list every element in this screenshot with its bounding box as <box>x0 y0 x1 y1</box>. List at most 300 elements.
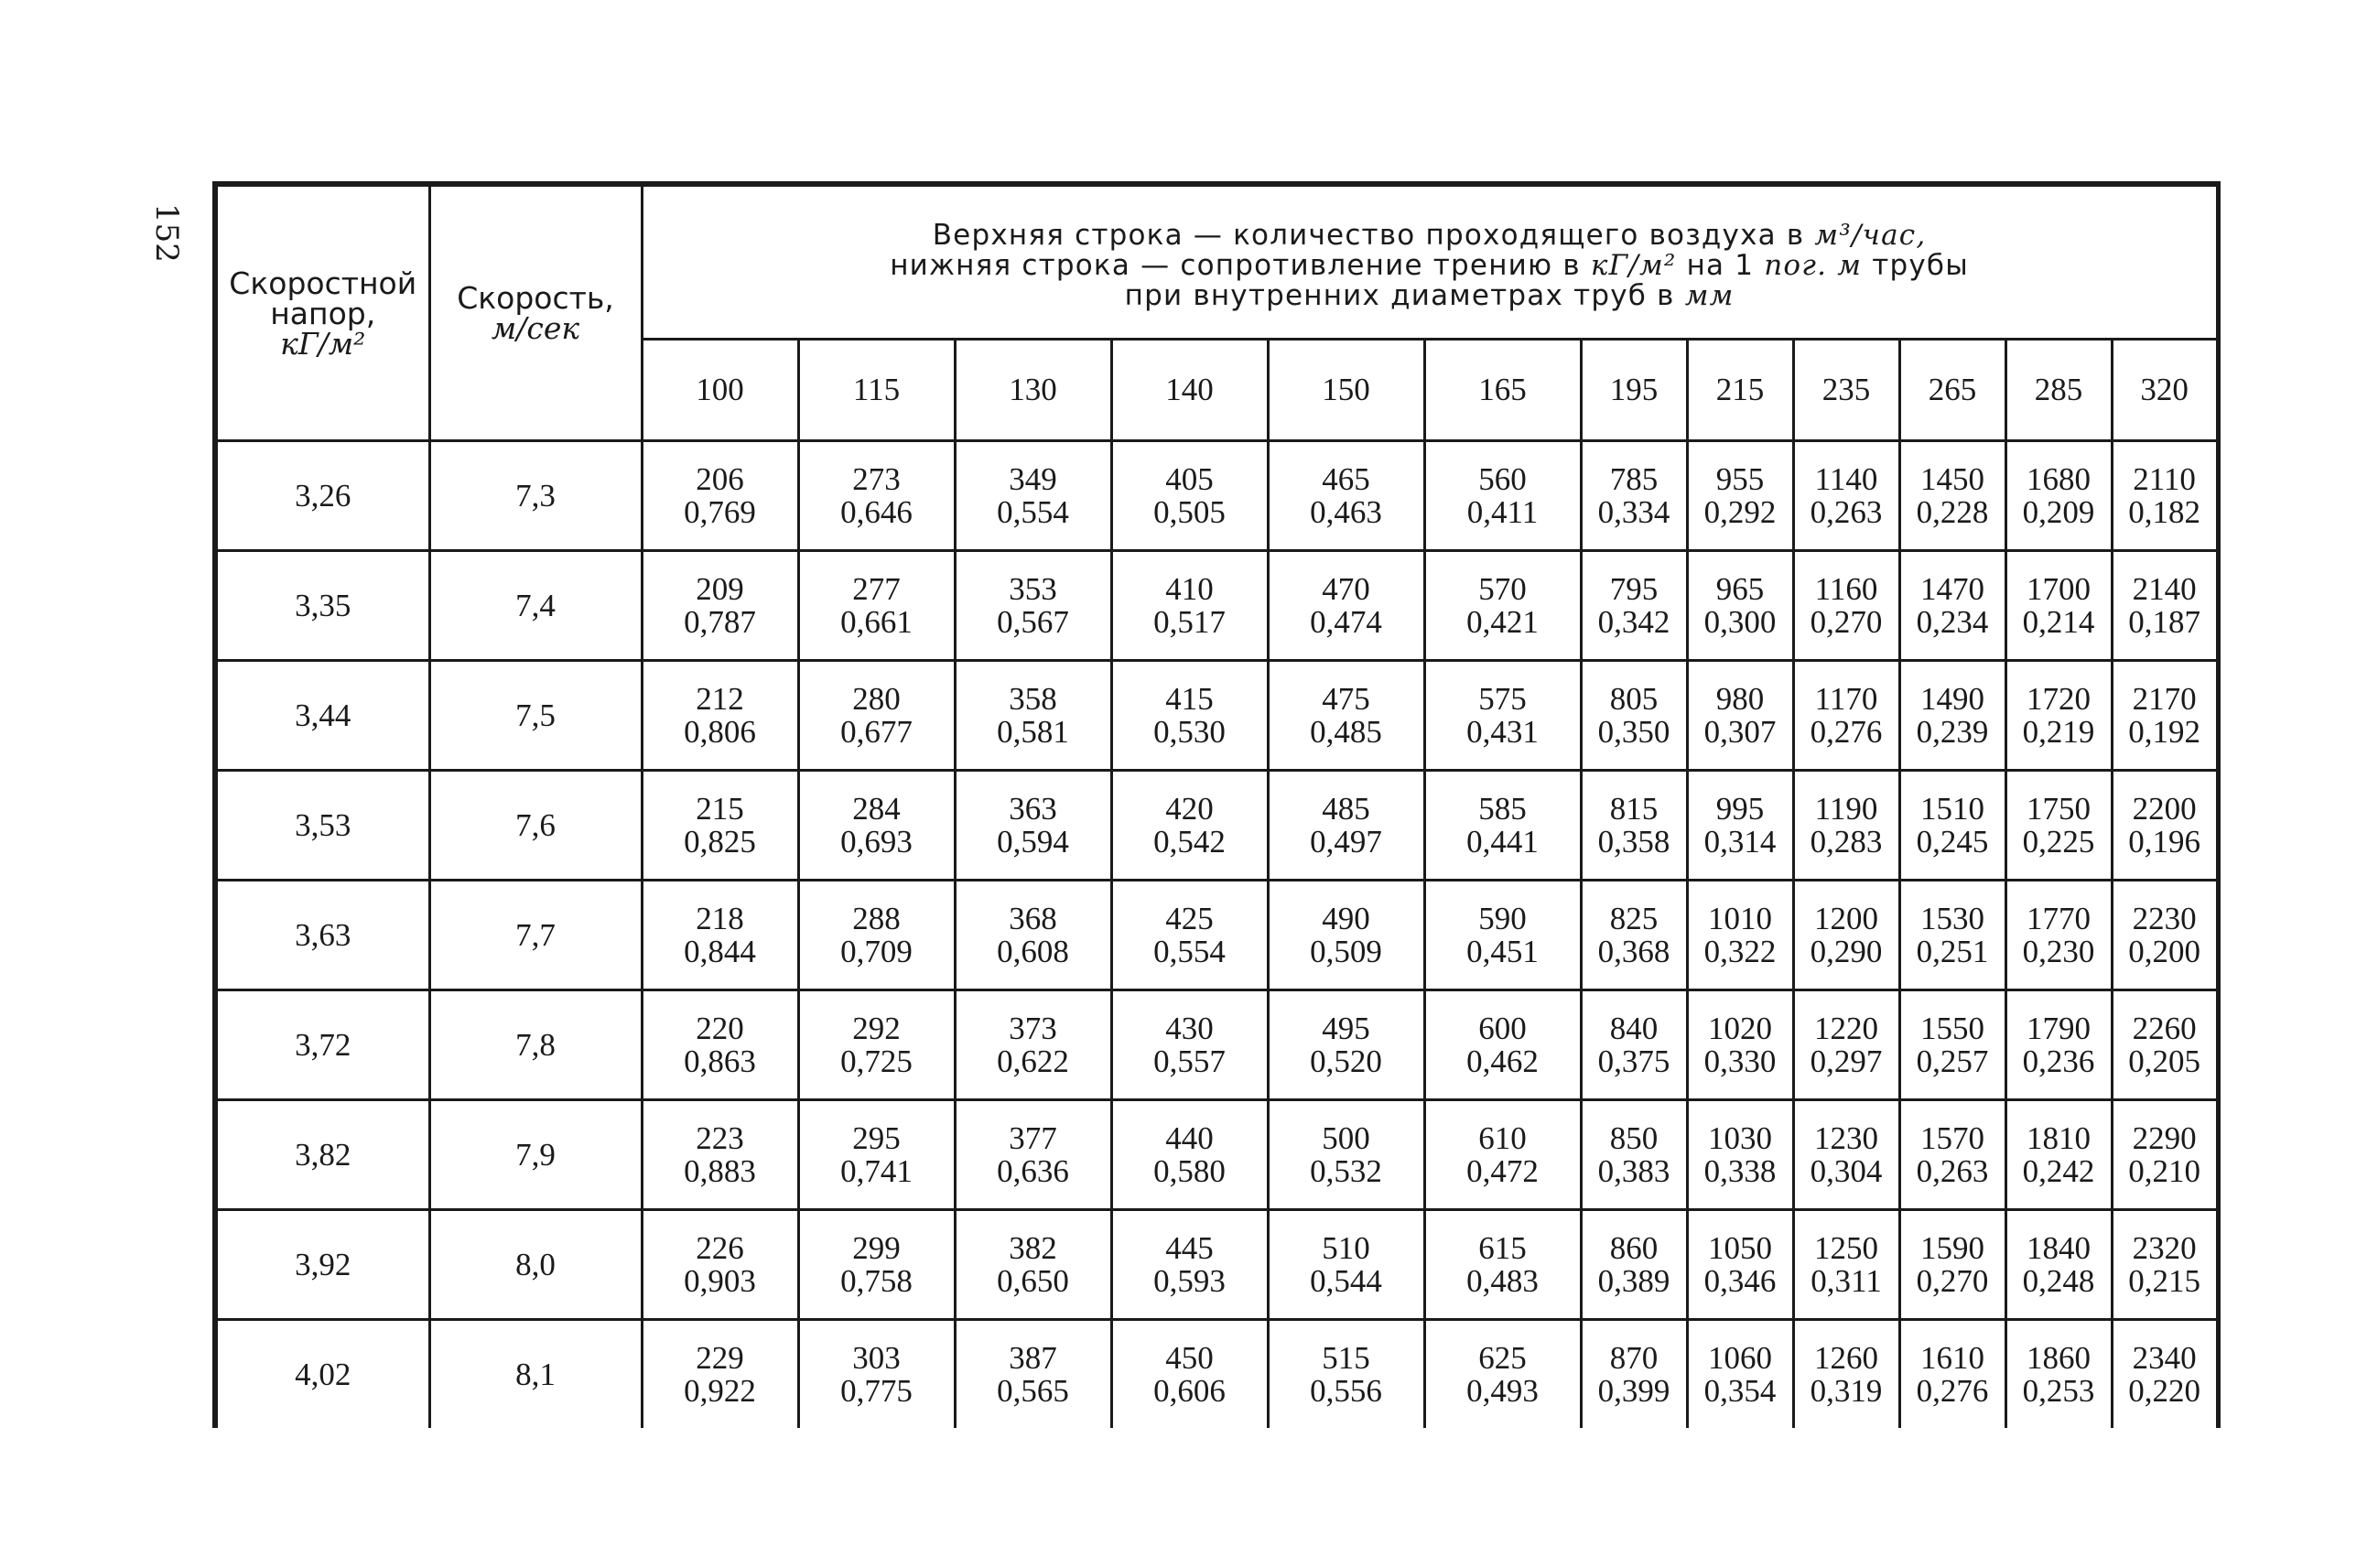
air-flow-value: 600 <box>1478 1010 1527 1046</box>
flow-cell <box>2005 1320 2112 1429</box>
flow-cell <box>955 1320 1111 1429</box>
air-flow-value: 560 <box>1478 460 1527 497</box>
friction-loss-value: 0,532 <box>1310 1152 1382 1189</box>
flow-cell <box>1268 441 1424 551</box>
diameter-header: 235 <box>1793 340 1899 441</box>
friction-loss-value: 0,594 <box>997 823 1069 860</box>
air-flow-value: 387 <box>1009 1339 1057 1376</box>
flow-cell <box>955 881 1111 990</box>
flow-cell <box>1793 881 1899 990</box>
flow-cell <box>1111 1320 1268 1429</box>
air-flow-value: 1590 <box>1920 1229 1984 1266</box>
air-flow-value: 1160 <box>1814 570 1878 607</box>
friction-loss-value: 0,263 <box>1916 1152 1989 1189</box>
friction-loss-value: 0,196 <box>2128 823 2200 860</box>
friction-loss-value: 0,215 <box>2128 1262 2200 1299</box>
flow-cell <box>1581 661 1687 771</box>
air-flow-value: 420 <box>1165 790 1214 827</box>
air-flow-value: 299 <box>852 1229 901 1266</box>
friction-loss-value: 0,187 <box>2128 603 2200 640</box>
flow-cell <box>798 881 955 990</box>
flow-cell <box>1793 551 1899 661</box>
flow-cell <box>798 771 955 881</box>
flow-cell <box>1268 661 1424 771</box>
header-line-1: Верхняя строка — количество проходящего воздуха в м³/час, <box>932 219 1927 252</box>
flow-cell <box>798 1100 955 1210</box>
friction-loss-value: 0,292 <box>1703 493 1777 530</box>
air-flow-value: 785 <box>1609 460 1659 497</box>
air-flow-value: 382 <box>1009 1229 1057 1266</box>
table-row <box>215 551 2218 661</box>
pressure-value: 3,72 <box>215 990 429 1100</box>
flow-cell <box>2005 441 2112 551</box>
friction-loss-value: 0,863 <box>684 1043 756 1079</box>
air-flow-value: 1010 <box>1708 900 1772 936</box>
friction-loss-value: 0,606 <box>1153 1372 1226 1409</box>
friction-loss-value: 0,741 <box>840 1152 913 1189</box>
flow-cell <box>1581 1210 1687 1320</box>
flow-cell <box>1899 990 2005 1100</box>
friction-loss-value: 0,248 <box>2022 1262 2095 1299</box>
air-flow-value: 1450 <box>1920 460 1984 497</box>
velocity-value: 7,4 <box>429 551 642 661</box>
air-flow-value: 1190 <box>1814 790 1878 827</box>
flow-cell <box>1793 441 1899 551</box>
friction-loss-value: 0,311 <box>1811 1262 1882 1299</box>
flow-cell <box>1687 881 1793 990</box>
flow-cell <box>1424 661 1581 771</box>
air-flow-value: 1030 <box>1708 1119 1772 1156</box>
flow-cell <box>1268 771 1424 881</box>
diameter-header: 150 <box>1268 340 1424 441</box>
friction-loss-value: 0,593 <box>1153 1262 1226 1299</box>
table-row <box>215 441 2218 551</box>
air-flow-value: 515 <box>1322 1339 1370 1376</box>
flow-cell <box>1111 1210 1268 1320</box>
friction-loss-value: 0,565 <box>997 1372 1069 1409</box>
friction-loss-value: 0,622 <box>997 1043 1069 1079</box>
flow-cell <box>2005 771 2112 881</box>
friction-loss-value: 0,270 <box>1916 1262 1989 1299</box>
friction-loss-value: 0,399 <box>1597 1372 1670 1409</box>
friction-loss-value: 0,358 <box>1597 823 1670 860</box>
flow-cell <box>1687 661 1793 771</box>
friction-loss-value: 0,581 <box>997 713 1069 750</box>
air-flow-value: 470 <box>1322 570 1370 607</box>
flow-cell <box>955 990 1111 1100</box>
friction-loss-value: 0,297 <box>1810 1043 1883 1079</box>
air-flow-value: 1020 <box>1708 1010 1772 1046</box>
flow-cell <box>1268 881 1424 990</box>
air-flow-value: 288 <box>852 900 901 936</box>
air-flow-value: 1140 <box>1814 460 1878 497</box>
flow-cell <box>1424 881 1581 990</box>
friction-loss-value: 0,245 <box>1916 823 1989 860</box>
friction-loss-value: 0,636 <box>997 1152 1069 1189</box>
flow-cell <box>642 771 798 881</box>
air-flow-value: 1700 <box>2027 570 2091 607</box>
friction-loss-value: 0,922 <box>684 1372 756 1409</box>
flow-cell <box>642 1210 798 1320</box>
flow-cell <box>1899 1100 2005 1210</box>
air-flow-value: 450 <box>1165 1339 1214 1376</box>
flow-cell <box>642 1100 798 1210</box>
air-flow-value: 430 <box>1165 1010 1214 1046</box>
friction-loss-value: 0,421 <box>1466 603 1539 640</box>
diameter-header: 140 <box>1111 340 1268 441</box>
header-line-3: при внутренних диаметрах труб в мм <box>1124 279 1735 312</box>
friction-loss-value: 0,322 <box>1703 933 1777 969</box>
flow-cell <box>1111 990 1268 1100</box>
friction-loss-value: 0,709 <box>840 933 913 969</box>
flow-cell <box>1581 771 1687 881</box>
header-pressure-line1: Скоростной <box>229 265 417 301</box>
flow-cell <box>1793 990 1899 1100</box>
friction-loss-value: 0,307 <box>1703 713 1777 750</box>
air-flow-value: 585 <box>1478 790 1527 827</box>
friction-loss-value: 0,520 <box>1310 1043 1382 1079</box>
flow-cell <box>1793 1100 1899 1210</box>
friction-loss-value: 0,903 <box>684 1262 756 1299</box>
air-flow-value: 353 <box>1009 570 1057 607</box>
friction-loss-value: 0,554 <box>1153 933 1226 969</box>
flow-cell <box>1899 441 2005 551</box>
table-row <box>215 990 2218 1100</box>
flow-cell <box>1581 990 1687 1100</box>
flow-cell <box>1687 990 1793 1100</box>
friction-loss-value: 0,677 <box>840 713 913 750</box>
flow-cell <box>1581 441 1687 551</box>
friction-loss-value: 0,338 <box>1703 1152 1777 1189</box>
air-flow-value: 1720 <box>2027 680 2091 717</box>
friction-loss-value: 0,517 <box>1153 603 1226 640</box>
friction-loss-value: 0,389 <box>1597 1262 1670 1299</box>
air-flow-value: 610 <box>1478 1119 1527 1156</box>
header-velocity-line1: Скорость, <box>457 280 614 316</box>
flow-cell <box>2112 1100 2218 1210</box>
flow-cell <box>955 1210 1111 1320</box>
air-flow-value: 280 <box>852 680 901 717</box>
air-flow-value: 1770 <box>2027 900 2091 936</box>
air-flow-value: 485 <box>1322 790 1370 827</box>
flow-cell <box>2112 881 2218 990</box>
friction-loss-value: 0,230 <box>2022 933 2095 969</box>
air-flow-value: 212 <box>696 680 744 717</box>
friction-loss-value: 0,375 <box>1597 1043 1670 1079</box>
friction-loss-value: 0,220 <box>2128 1372 2200 1409</box>
friction-loss-value: 0,242 <box>2022 1152 2095 1189</box>
flow-cell <box>2005 661 2112 771</box>
flow-cell <box>798 990 955 1100</box>
friction-loss-value: 0,263 <box>1810 493 1883 530</box>
friction-loss-value: 0,236 <box>2022 1043 2095 1079</box>
friction-loss-value: 0,661 <box>840 603 913 640</box>
flow-cell <box>1899 661 2005 771</box>
air-flow-value: 2340 <box>2132 1339 2197 1376</box>
air-flow-value: 590 <box>1478 900 1527 936</box>
air-flow-value: 870 <box>1609 1339 1659 1376</box>
air-flow-value: 363 <box>1009 790 1057 827</box>
air-flow-value: 475 <box>1322 680 1370 717</box>
air-flow-value: 277 <box>852 570 901 607</box>
air-flow-value: 229 <box>696 1339 744 1376</box>
air-flow-value: 1680 <box>2027 460 2091 497</box>
friction-loss-value: 0,844 <box>684 933 756 969</box>
flow-cell <box>1793 1320 1899 1429</box>
air-flow-value: 226 <box>696 1229 744 1266</box>
air-flow-value: 465 <box>1322 460 1370 497</box>
header-pressure-line2: напор, <box>270 295 376 331</box>
friction-loss-value: 0,485 <box>1310 713 1382 750</box>
flow-cell <box>1424 1100 1581 1210</box>
air-flow-value: 2110 <box>2133 460 2196 497</box>
friction-loss-value: 0,276 <box>1810 713 1883 750</box>
velocity-value: 7,5 <box>429 661 642 771</box>
air-flow-value: 1510 <box>1920 790 1984 827</box>
air-flow-value: 2140 <box>2132 570 2197 607</box>
friction-loss-value: 0,214 <box>2022 603 2095 640</box>
friction-loss-value: 0,228 <box>1916 493 1989 530</box>
header-line-2: нижняя строка — сопротивление трению в кГ/м² на 1 пог. м трубы <box>890 249 1969 282</box>
flow-cell <box>1111 661 1268 771</box>
pressure-value: 3,26 <box>215 441 429 551</box>
friction-loss-value: 0,368 <box>1597 933 1670 969</box>
header-pressure-unit: кГ/м² <box>280 325 366 362</box>
air-flow-value: 805 <box>1609 680 1659 717</box>
air-flow-value: 1790 <box>2027 1010 2091 1046</box>
friction-loss-value: 0,769 <box>684 493 756 530</box>
friction-loss-value: 0,806 <box>684 713 756 750</box>
table-row <box>215 1320 2218 1429</box>
diameter-header: 265 <box>1899 340 2005 441</box>
air-flow-value: 575 <box>1478 680 1527 717</box>
table-row <box>215 1100 2218 1210</box>
friction-loss-value: 0,530 <box>1153 713 1226 750</box>
friction-loss-value: 0,567 <box>997 603 1069 640</box>
flow-cell <box>642 1320 798 1429</box>
friction-loss-value: 0,608 <box>997 933 1069 969</box>
flow-cell <box>1111 1100 1268 1210</box>
diameter-header: 165 <box>1424 340 1581 441</box>
air-flow-value: 1550 <box>1920 1010 1984 1046</box>
friction-loss-value: 0,383 <box>1597 1152 1670 1189</box>
friction-loss-value: 0,209 <box>2022 493 2095 530</box>
flow-cell <box>1424 441 1581 551</box>
pressure-value: 3,63 <box>215 881 429 990</box>
friction-loss-value: 0,462 <box>1466 1043 1539 1079</box>
flow-cell <box>1424 1210 1581 1320</box>
flow-cell <box>642 551 798 661</box>
table-row <box>215 661 2218 771</box>
air-flow-value: 1610 <box>1920 1339 1984 1376</box>
flow-cell <box>955 661 1111 771</box>
velocity-value: 7,8 <box>429 990 642 1100</box>
air-flow-value: 349 <box>1009 460 1057 497</box>
air-flow-value: 209 <box>696 570 744 607</box>
air-flow-value: 1840 <box>2027 1229 2091 1266</box>
flow-cell <box>2112 990 2218 1100</box>
air-flow-value: 1200 <box>1814 900 1878 936</box>
air-flow-value: 1570 <box>1920 1119 1984 1156</box>
pressure-value: 4,02 <box>215 1320 429 1429</box>
air-flow-value: 1050 <box>1708 1229 1772 1266</box>
header-spanning-description <box>642 184 2218 340</box>
flow-cell <box>1899 551 2005 661</box>
friction-loss-value: 0,509 <box>1310 933 1382 969</box>
friction-loss-value: 0,334 <box>1597 493 1670 530</box>
air-flow-value: 2320 <box>2132 1229 2197 1266</box>
pressure-value: 3,35 <box>215 551 429 661</box>
velocity-value: 8,1 <box>429 1320 642 1429</box>
friction-loss-value: 0,257 <box>1916 1043 1989 1079</box>
flow-cell <box>955 771 1111 881</box>
velocity-value: 7,9 <box>429 1100 642 1210</box>
diameter-header: 320 <box>2112 340 2218 441</box>
diameter-header: 100 <box>642 340 798 441</box>
flow-cell <box>1581 1100 1687 1210</box>
friction-loss-value: 0,330 <box>1703 1043 1777 1079</box>
air-flow-value: 273 <box>852 460 901 497</box>
friction-loss-value: 0,314 <box>1703 823 1777 860</box>
air-flow-value: 815 <box>1609 790 1659 827</box>
flow-cell <box>1687 1210 1793 1320</box>
air-flow-value: 850 <box>1609 1119 1659 1156</box>
flow-cell <box>642 441 798 551</box>
friction-loss-value: 0,758 <box>840 1262 913 1299</box>
velocity-value: 7,7 <box>429 881 642 990</box>
air-flow-value: 373 <box>1009 1010 1057 1046</box>
flow-cell <box>1581 551 1687 661</box>
air-flow-value: 1230 <box>1814 1119 1878 1156</box>
friction-loss-value: 0,883 <box>684 1152 756 1189</box>
flow-cell <box>798 661 955 771</box>
air-flow-value: 284 <box>852 790 901 827</box>
flow-cell <box>1268 1210 1424 1320</box>
air-flow-value: 825 <box>1609 900 1659 936</box>
flow-cell <box>642 990 798 1100</box>
friction-loss-value: 0,431 <box>1466 713 1539 750</box>
friction-loss-value: 0,283 <box>1810 823 1883 860</box>
air-flow-value: 368 <box>1009 900 1057 936</box>
friction-loss-value: 0,650 <box>997 1262 1069 1299</box>
friction-loss-value: 0,411 <box>1466 493 1539 530</box>
friction-loss-value: 0,497 <box>1310 823 1382 860</box>
friction-loss-value: 0,441 <box>1466 823 1539 860</box>
flow-cell <box>798 441 955 551</box>
flow-cell <box>1111 441 1268 551</box>
friction-loss-value: 0,205 <box>2128 1043 2200 1079</box>
friction-loss-value: 0,787 <box>684 603 756 640</box>
friction-loss-value: 0,493 <box>1466 1372 1539 1409</box>
air-flow-value: 615 <box>1478 1229 1527 1266</box>
flow-cell <box>2005 990 2112 1100</box>
flow-cell <box>642 661 798 771</box>
flow-cell <box>1581 881 1687 990</box>
friction-loss-value: 0,182 <box>2128 493 2200 530</box>
friction-loss-value: 0,580 <box>1153 1152 1226 1189</box>
friction-loss-value: 0,219 <box>2022 713 2095 750</box>
air-flow-value: 1220 <box>1814 1010 1878 1046</box>
air-flow-value: 215 <box>696 790 744 827</box>
air-flow-value: 377 <box>1009 1119 1057 1156</box>
flow-cell <box>1268 1320 1424 1429</box>
flow-cell <box>1424 990 1581 1100</box>
flow-cell <box>1899 881 2005 990</box>
pipe-airflow-table <box>212 181 2217 1428</box>
flow-cell <box>1268 1100 1424 1210</box>
pressure-value: 3,44 <box>215 661 429 771</box>
friction-loss-value: 0,725 <box>840 1043 913 1079</box>
air-flow-value: 1170 <box>1814 680 1878 717</box>
air-flow-value: 860 <box>1609 1229 1659 1266</box>
friction-loss-value: 0,346 <box>1703 1262 1777 1299</box>
friction-loss-value: 0,200 <box>2128 933 2200 969</box>
table-row <box>215 771 2218 881</box>
flow-cell <box>2005 551 2112 661</box>
friction-loss-value: 0,354 <box>1703 1372 1777 1409</box>
air-flow-value: 495 <box>1322 1010 1370 1046</box>
friction-loss-value: 0,234 <box>1916 603 1989 640</box>
flow-cell <box>1424 771 1581 881</box>
friction-loss-value: 0,304 <box>1810 1152 1883 1189</box>
air-flow-value: 1260 <box>1814 1339 1878 1376</box>
velocity-value: 8,0 <box>429 1210 642 1320</box>
friction-loss-value: 0,342 <box>1597 603 1670 640</box>
friction-loss-value: 0,544 <box>1310 1262 1382 1299</box>
flow-cell <box>1899 1210 2005 1320</box>
air-flow-value: 445 <box>1165 1229 1214 1266</box>
friction-loss-value: 0,463 <box>1310 493 1382 530</box>
friction-loss-value: 0,290 <box>1810 933 1883 969</box>
diameter-header: 195 <box>1581 340 1687 441</box>
air-flow-value: 425 <box>1165 900 1214 936</box>
table-row <box>215 881 2218 990</box>
friction-loss-value: 0,646 <box>840 493 913 530</box>
air-flow-value: 795 <box>1609 570 1659 607</box>
flow-cell <box>2112 551 2218 661</box>
air-flow-value: 1490 <box>1920 680 1984 717</box>
air-flow-value: 410 <box>1165 570 1214 607</box>
friction-loss-value: 0,251 <box>1916 933 1989 969</box>
friction-loss-value: 0,253 <box>2022 1372 2095 1409</box>
flow-cell <box>1687 771 1793 881</box>
flow-cell <box>1793 661 1899 771</box>
air-flow-value: 2290 <box>2132 1119 2197 1156</box>
pressure-value: 3,92 <box>215 1210 429 1320</box>
friction-loss-value: 0,505 <box>1153 493 1226 530</box>
flow-cell <box>955 441 1111 551</box>
flow-cell <box>1687 551 1793 661</box>
flow-cell <box>2112 771 2218 881</box>
flow-cell <box>2112 1210 2218 1320</box>
friction-loss-value: 0,239 <box>1916 713 1989 750</box>
header-velocity <box>429 184 642 441</box>
air-flow-value: 1250 <box>1814 1229 1878 1266</box>
air-flow-value: 965 <box>1715 570 1765 607</box>
air-flow-value: 955 <box>1715 460 1765 497</box>
flow-cell <box>1111 881 1268 990</box>
air-flow-value: 2230 <box>2132 900 2197 936</box>
flow-cell <box>798 1320 955 1429</box>
flow-cell <box>1793 1210 1899 1320</box>
header-velocity-unit: м/сек <box>491 310 580 346</box>
flow-cell <box>1581 1320 1687 1429</box>
flow-cell <box>1424 1320 1581 1429</box>
flow-cell <box>1899 1320 2005 1429</box>
friction-loss-value: 0,474 <box>1310 603 1382 640</box>
flow-cell <box>2005 881 2112 990</box>
diameter-header: 285 <box>2005 340 2112 441</box>
